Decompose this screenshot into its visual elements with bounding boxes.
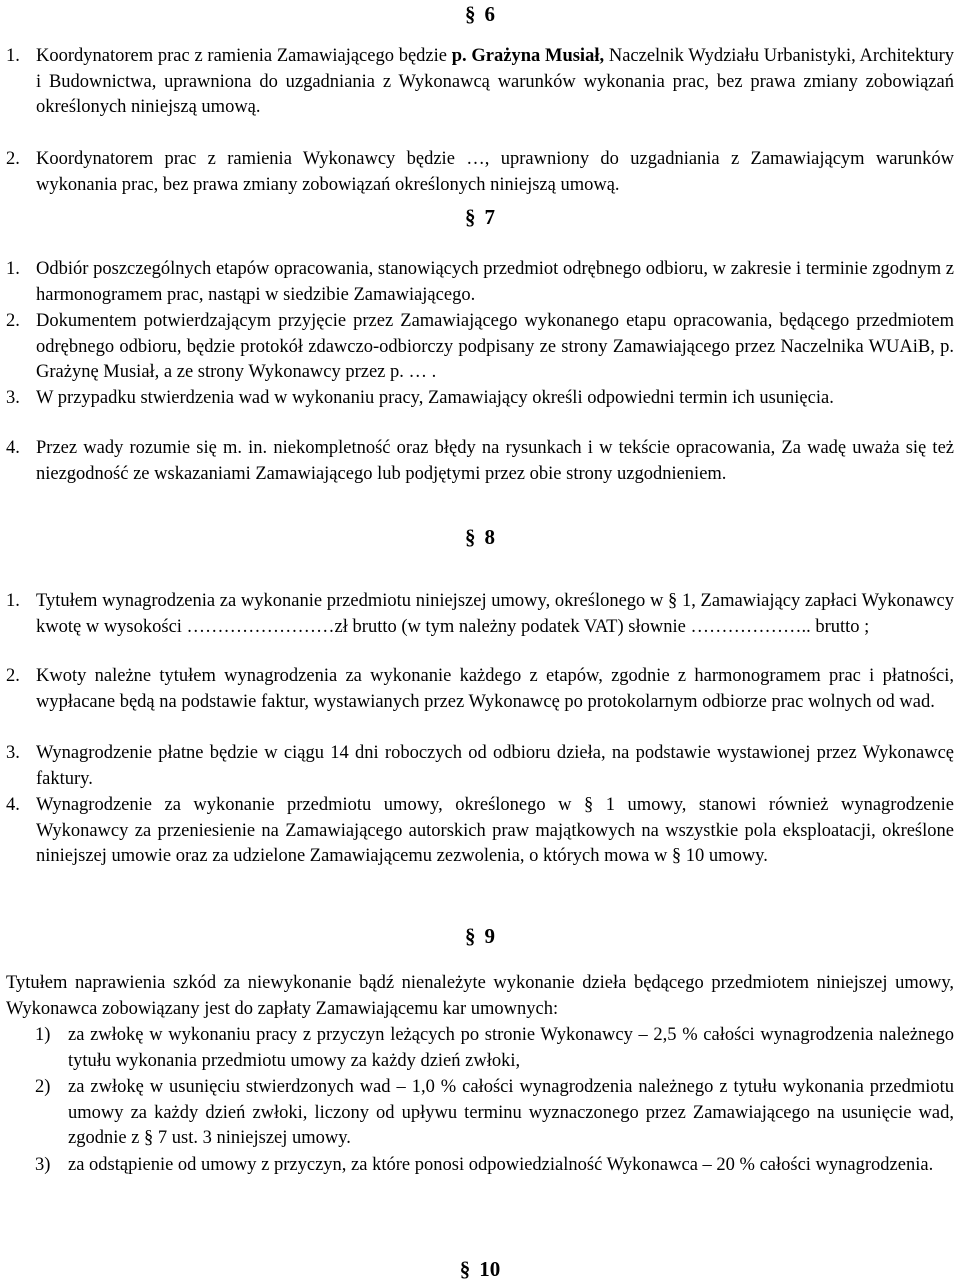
section-symbol: § [459, 1257, 471, 1281]
item-number: 2) [35, 1077, 51, 1097]
section-heading-6 [0, 2, 960, 26]
paragraph-number: 4. [6, 795, 20, 815]
paragraph-number: 4. [6, 438, 20, 458]
section-number: 10 [479, 1257, 501, 1281]
paragraph-text-start: Koordynatorem prac z ramienia Zamawiającego będzie [36, 46, 452, 66]
paragraph-number: 1. [6, 259, 20, 279]
penalty-item-2 [6, 1075, 954, 1152]
item-text: za zwłokę w usunięciu stwierdzonych wad – 1,0 % całości wynagrodzenia należnego z tytułu wykonania przedmiotu umowy za każdy dzień zwłoki, liczony od upływu terminu wyznaczonego przez Zamawiającego na usunięcie wad, zgodnie z § 7 ust. 3 niniejszej umowy. [68, 1077, 954, 1148]
section-heading-8 [0, 525, 960, 549]
item-text: za zwłokę w wykonaniu pracy z przyczyn leżących po stronie Wykonawcy – 2,5 % całości wynagrodzenia należnego tytułu wykonania przedmiotu umowy za każdy dzień zwłoki, [68, 1025, 954, 1071]
section-number: 6 [484, 2, 495, 26]
paragraph-number: 3. [6, 743, 20, 763]
section-heading-7 [0, 205, 960, 229]
section-number: 9 [484, 924, 495, 948]
paragraph-text: Koordynatorem prac z ramienia Wykonawcy będzie …, uprawniony do uzgadniania z Zamawiającym warunków wykonania prac, bez prawa zmiany zobowiązań określonych niniejszą umową. [36, 149, 954, 195]
item-text: za odstąpienie od umowy z przyczyn, za które ponosi odpowiedzialność Wykonawca – 20 % całości wynagrodzenia. [68, 1155, 934, 1175]
coordinator-name: p. Grażyna Musiał, [451, 46, 605, 66]
section-symbol: § [465, 205, 476, 229]
paragraph-7-2 [6, 309, 954, 386]
paragraph-text: Przez wady rozumie się m. in. niekompletność oraz błędy na rysunkach i w tekście opracowania, Za wadę uważa się też niezgodność ze wskazaniami Zamawiającego lub podjętymi przez obie strony uzgodnieniem. [36, 438, 954, 484]
section-number: 7 [484, 205, 495, 229]
paragraph-7-4 [6, 436, 954, 487]
paragraph-text: Odbiór poszczególnych etapów opracowania, stanowiących przedmiot odrębnego odbioru, w zakresie i terminie zgodnym z harmonogramem prac, nastąpi w siedzibie Zamawiającego. [36, 259, 954, 305]
paragraph-number: 2. [6, 149, 20, 169]
paragraph-6-2 [6, 147, 954, 198]
paragraph-8-2 [6, 664, 954, 715]
section-9-intro: Tytułem naprawienia szkód za niewykonanie bądź nienależyte wykonanie dzieła będącego przedmiotem niniejszej umowy, Wykonawca zobowiązany jest do zapłaty Zamawiającemu kar umownych: [6, 973, 954, 1019]
item-number: 3) [35, 1155, 51, 1175]
paragraph-number: 1. [6, 591, 20, 611]
paragraph-8-1 [6, 589, 954, 640]
section-symbol: § [465, 924, 476, 948]
paragraph-text: W przypadku stwierdzenia wad w wykonaniu pracy, Zamawiający określi odpowiedni termin ich usunięcia. [36, 388, 834, 408]
paragraph-number: 2. [6, 311, 20, 331]
paragraph-text: Wynagrodzenie płatne będzie w ciągu 14 dni roboczych od odbioru dzieła, na podstawie wystawionej przez Wykonawcę faktury. [36, 743, 954, 789]
section-heading-10 [0, 1257, 960, 1281]
section-number: 8 [484, 525, 495, 549]
paragraph-text: Dokumentem potwierdzającym przyjęcie przez Zamawiającego wykonanego etapu opracowania, będącego przedmiotem odrębnego odbioru, będzie protokół zdawczo-odbiorczy podpisany ze strony Zamawiającego przez Naczelnika WUAiB, p. Grażynę Musiał, a ze strony Wykonawcy przez p. … . [36, 311, 954, 382]
paragraph-number: 2. [6, 666, 20, 686]
paragraph-number: 1. [6, 46, 20, 66]
paragraph-6-1 [6, 44, 954, 121]
paragraph-text: Wynagrodzenie za wykonanie przedmiotu umowy, określonego w § 1 umowy, stanowi również wynagrodzenie Wykonawcy za przeniesienie na Zamawiającego autorskich praw majątkowych na wszystkie pola eksploatacji, określone niniejszej umowie oraz za udzielone Zamawiającemu zezwolenia, o których mowa w § 10 umowy. [36, 795, 954, 866]
paragraph-7-1 [6, 257, 954, 308]
paragraph-8-4 [6, 793, 954, 870]
penalty-item-3 [6, 1153, 954, 1179]
paragraph-number: 3. [6, 388, 20, 408]
penalty-item-1 [6, 1023, 954, 1074]
paragraph-8-3 [6, 741, 954, 792]
section-heading-9 [0, 924, 960, 948]
section-symbol: § [465, 525, 476, 549]
paragraph-text: Tytułem wynagrodzenia za wykonanie przedmiotu niniejszej umowy, określonego w § 1, Zamawiający zapłaci Wykonawcy kwotę w wysokości ……………………zł brutto (w tym należny podatek VAT) słownie ……………….. brutto ; [36, 591, 954, 637]
paragraph-text [6, 44, 954, 121]
paragraph-text: Kwoty należne tytułem wynagrodzenia za wykonanie każdego z etapów, zgodnie z harmonogramem prac i płatności, wypłacane będą na podstawie faktur, wystawianych przez Wykonawcę po protokolarnym odbiorze prac wolnych od wad. [36, 666, 954, 712]
paragraph-text-end: Naczelnik Wydziału Urbanistyki, Architektury i Budownictwa, uprawniona do uzgadniania z Wykonawcą warunków wykonania prac, bez prawa zmiany zobowiązań określonych niniejszą umową. [36, 46, 954, 117]
item-number: 1) [35, 1025, 51, 1045]
section-symbol: § [465, 2, 476, 26]
paragraph-7-3 [6, 386, 954, 412]
